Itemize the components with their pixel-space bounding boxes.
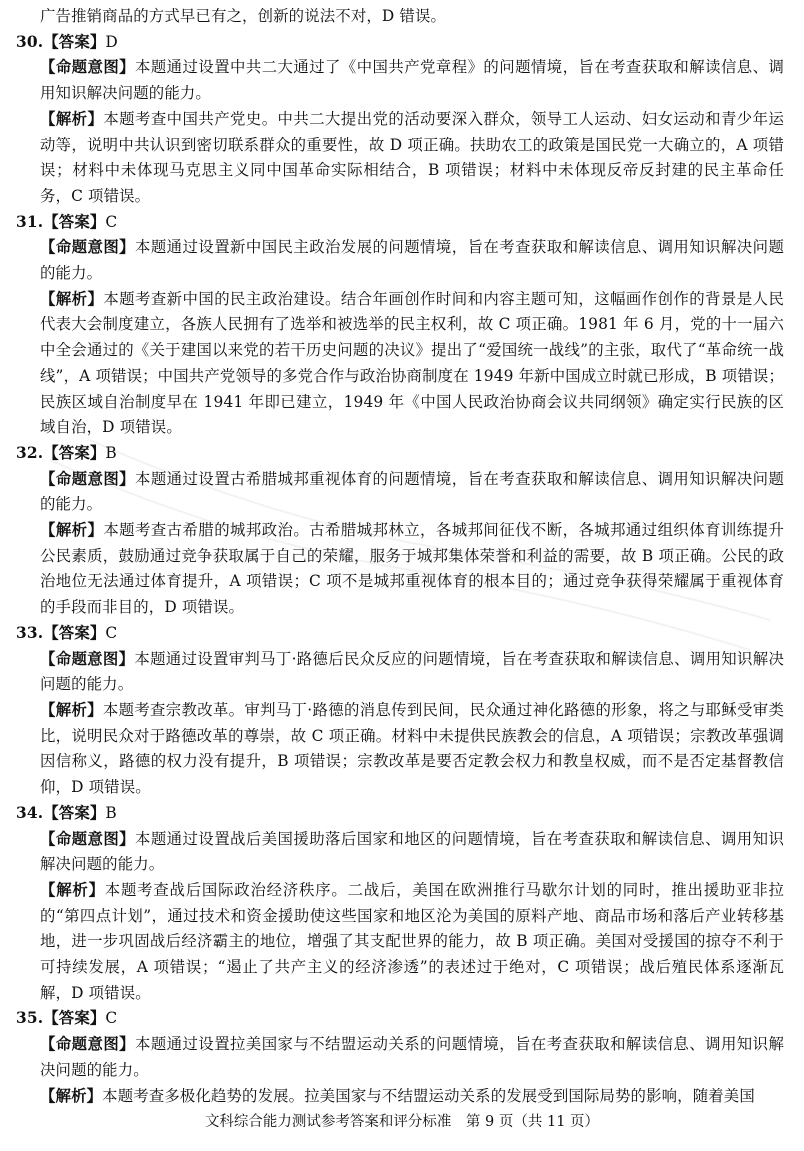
answer-value: D <box>105 32 118 51</box>
analysis-tag: 【解析】 <box>40 521 104 540</box>
answer-value: C <box>105 212 118 231</box>
question-number: 32. <box>16 443 44 462</box>
intent-text: 本题通过设置中共二大通过了《中国共产党章程》的问题情境，旨在考查获取和解读信息、调用知识解决问题的能力。 <box>40 58 784 103</box>
question-number: 34. <box>16 803 44 822</box>
answer-value: B <box>105 443 117 462</box>
intent-tag: 【命题意图】 <box>40 1035 136 1054</box>
intent-tag: 【命题意图】 <box>40 649 135 668</box>
answer-tag: 【答案】 <box>43 443 106 462</box>
question-34 <box>16 801 784 1007</box>
intent-text: 本题通过设置战后美国援助落后国家和地区的问题情境，旨在考查获取和解读信息、调用知识解决问题的能力。 <box>40 829 784 874</box>
answer-line <box>16 1006 784 1032</box>
question-30 <box>16 30 784 210</box>
answer-tag: 【答案】 <box>43 1009 106 1028</box>
analysis-text: 本题考查新中国的民主政治建设。结合年画创作时间和内容主题可知，这幅画作创作的背景是人民代表大会制度建立，各族人民拥有了选举和被选举的民主权利，故 C 项正确。1981 年 6 月，党的十一届六中全会通过的《关于建国以来党的若干历史问题的决议》提出了“爱国统一战线”的主张，取代了“革命统一战线”，A 项错误；中国共产党领导的多党合作与政治协商制度在 1949 年新中国成立时就已形成，B 项错误；民族区域自治制度早在 1941 年即已建立，1949 年《中国人民政治协商会议共同纲领》确定实行民族的区域自治，D 项错误。 <box>40 289 784 437</box>
intent-text: 本题通过设置审判马丁·路德后民众反应的问题情境，旨在考查获取和解读信息、调用知识解决问题的能力。 <box>40 649 784 694</box>
answer-value: C <box>105 623 118 642</box>
intent-paragraph <box>16 647 784 698</box>
question-number: 31. <box>16 212 44 231</box>
question-number: 33. <box>16 623 44 642</box>
analysis-tag: 【解析】 <box>40 109 104 128</box>
answer-value: B <box>105 803 117 822</box>
intent-paragraph <box>16 1032 784 1083</box>
answer-content <box>16 4 784 1109</box>
answer-tag: 【答案】 <box>43 803 106 822</box>
intent-tag: 【命题意图】 <box>40 469 136 488</box>
analysis-tag: 【解析】 <box>40 1086 103 1105</box>
answer-line <box>16 210 784 236</box>
analysis-text: 本题考查战后国际政治经济秩序。二战后，美国在欧洲推行马歇尔计划的同时，推出援助亚非拉的“第四点计划”，通过技术和资金援助使这些国家和地区沦为美国的原料产地、商品市场和落后产业转移基地，进一步巩固战后经济霸主的地位，增强了其支配世界的能力，故 B 项正确。美国对受援国的掠夺不利于可持续发展，A 项错误；“遏止了共产主义的经济渗透”的表述过于绝对，C 项错误；战后殖民体系逐渐瓦解，D 项错误。 <box>40 880 784 1002</box>
intent-paragraph <box>16 235 784 286</box>
question-32 <box>16 441 784 621</box>
intent-paragraph <box>16 827 784 878</box>
analysis-text: 本题考查中国共产党史。中共二大提出党的活动要深入群众，领导工人运动、妇女运动和青少年运动等，说明中共认识到密切联系群众的重要性，故 D 项正确。扶助农工的政策是国民党一大确立的，A 项错误；材料中未体现马克思主义同中国革命实际相结合，B 项错误；材料中未体现反帝反封建的民主革命任务，C 项错误。 <box>40 109 784 205</box>
answer-tag: 【答案】 <box>43 32 106 51</box>
question-31 <box>16 210 784 441</box>
analysis-tag: 【解析】 <box>40 700 103 719</box>
question-33 <box>16 621 784 801</box>
question-number: 30. <box>16 32 44 51</box>
intent-text: 本题通过设置新中国民主政治发展的问题情境，旨在考查获取和解读信息、调用知识解决问题的能力。 <box>40 238 784 283</box>
analysis-paragraph <box>16 698 784 801</box>
answer-tag: 【答案】 <box>43 212 106 231</box>
answer-line <box>16 801 784 827</box>
page-footer: 文科综合能力测试参考答案和评分标准 第 9 页（共 11 页） <box>204 1114 600 1130</box>
intent-paragraph <box>16 467 784 518</box>
analysis-paragraph <box>16 878 784 1007</box>
answer-tag: 【答案】 <box>43 623 106 642</box>
answer-line <box>16 30 784 56</box>
answer-line <box>16 441 784 467</box>
analysis-paragraph <box>16 518 784 621</box>
question-number: 35. <box>16 1009 44 1028</box>
analysis-tag: 【解析】 <box>40 880 105 899</box>
intent-text: 本题通过设置拉美国家与不结盟运动关系的问题情境，旨在考查获取和解读信息、调用知识解决问题的能力。 <box>40 1035 784 1079</box>
question-35 <box>16 1006 784 1109</box>
intent-paragraph <box>16 55 784 106</box>
analysis-paragraph <box>16 1084 784 1110</box>
intent-tag: 【命题意图】 <box>40 58 136 77</box>
analysis-text: 本题考查宗教改革。审判马丁·路德的消息传到民间，民众通过神化路德的形象，将之与耶稣受审类比，说明民众对于路德改革的尊崇，故 C 项正确。材料中未提供民族教会的信息，A 项错误；宗教改革强调因信称义，路德的权力没有提升，B 项错误；宗教改革是要否定教会权力和教皇权威，而不是否定基督教信仰，D 项错误。 <box>40 700 784 797</box>
analysis-tag: 【解析】 <box>40 289 104 308</box>
intent-tag: 【命题意图】 <box>40 238 136 257</box>
answer-value: C <box>105 1009 118 1028</box>
analysis-text: 本题考查多极化趋势的发展。拉美国家与不结盟运动关系的发展受到国际局势的影响，随着美国 <box>102 1086 755 1105</box>
answer-line <box>16 621 784 647</box>
analysis-paragraph <box>16 287 784 441</box>
intent-text: 本题通过设置古希腊城邦重视体育的问题情境，旨在考查获取和解读信息、调用知识解决问题的能力。 <box>40 469 784 514</box>
intent-tag: 【命题意图】 <box>40 829 136 848</box>
analysis-paragraph <box>16 107 784 210</box>
analysis-text: 本题考查古希腊的城邦政治。古希腊城邦林立，各城邦间征伐不断，各城邦通过组织体育训练提升公民素质，鼓励通过竞争获取属于自己的荣耀，服务于城邦集体荣誉和利益的需要，故 B 项正确。公民的政治地位无法通过体育提升，A 项错误；C 项不是城邦重视体育的根本目的；通过竞争获得荣耀属于重视体育的手段而非目的，D 项错误。 <box>40 521 784 617</box>
intro-line: 广告推销商品的方式早已有之，创新的说法不对，D 错误。 <box>40 7 447 25</box>
